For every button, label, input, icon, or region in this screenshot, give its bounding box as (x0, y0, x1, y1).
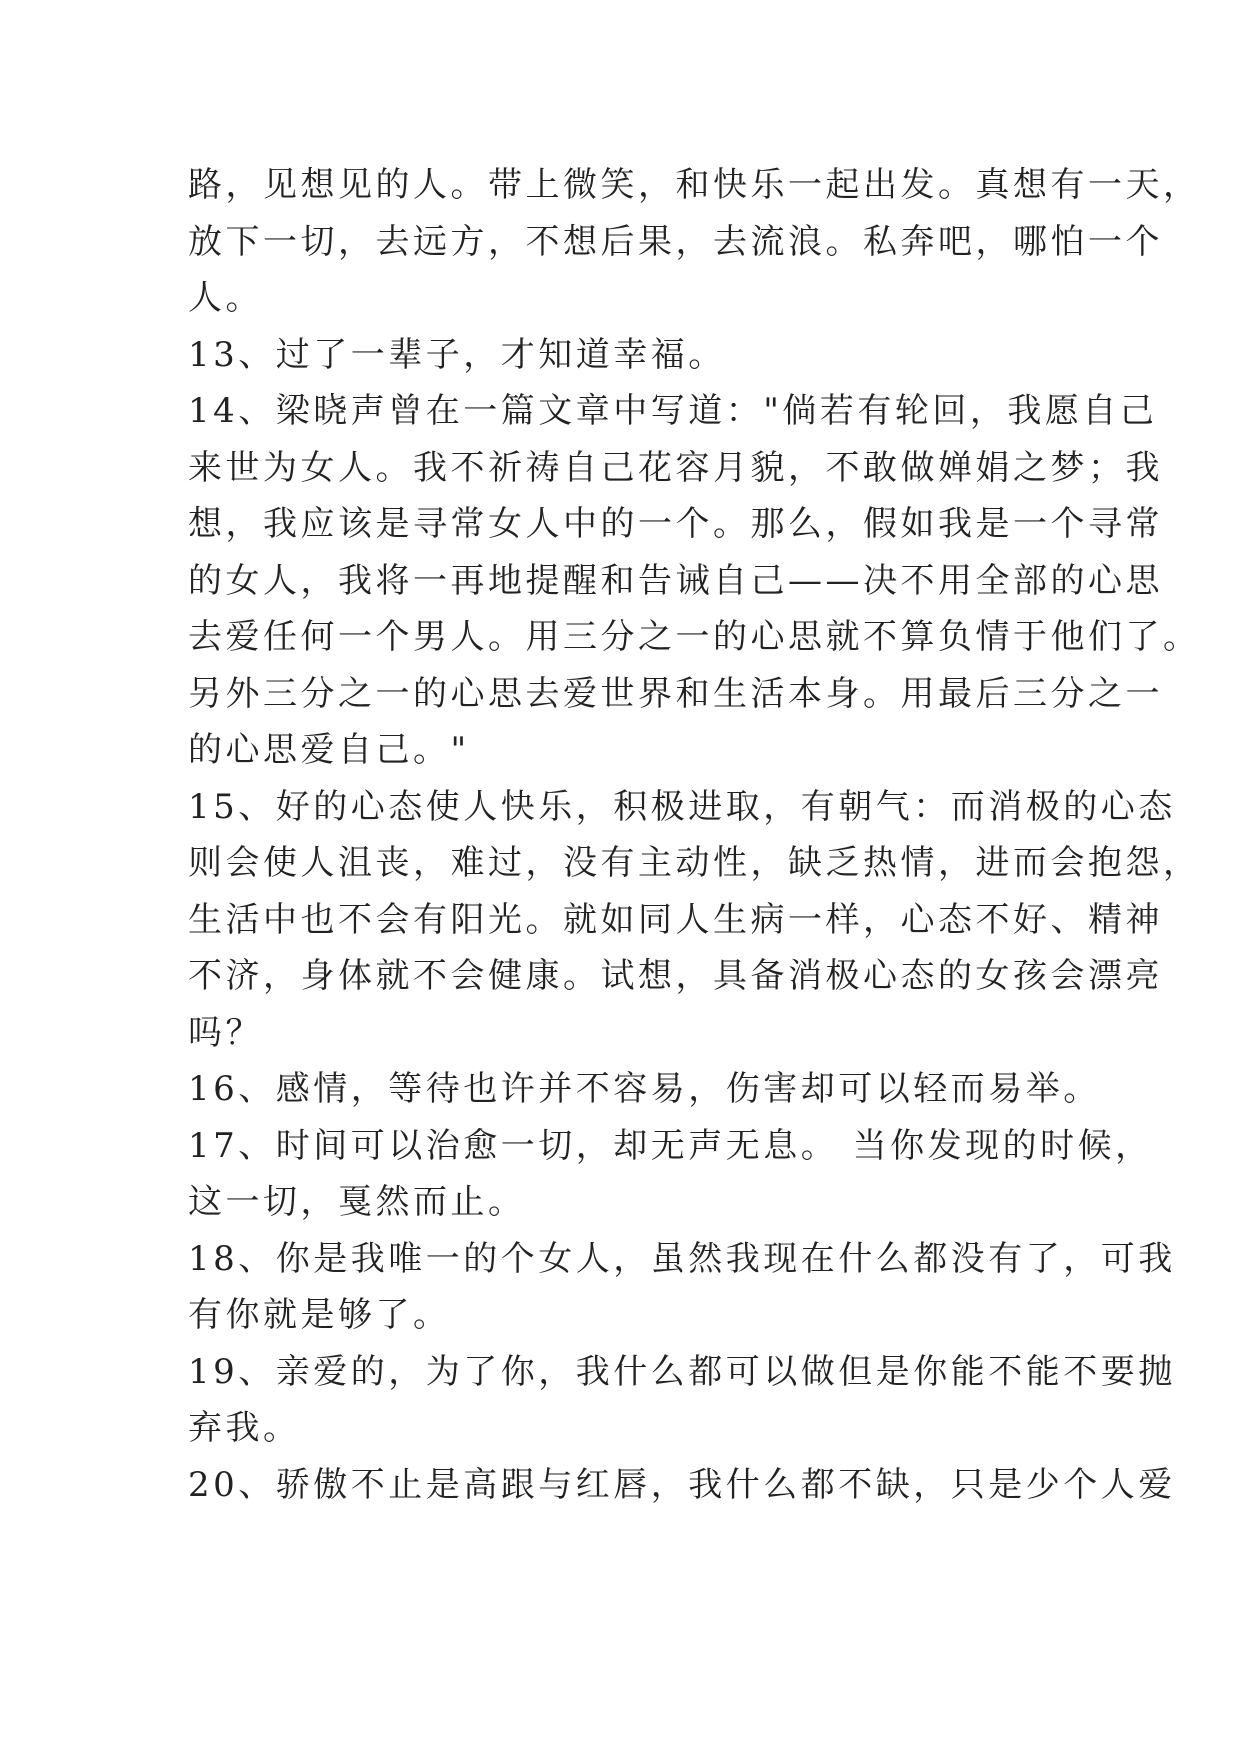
text-line: 则会使人沮丧，难过，没有主动性，缺乏热情，进而会抱怨， (188, 843, 1201, 883)
paragraph-18 (188, 1231, 1176, 1344)
text-line: 想，我应该是寻常女人中的一个。那么，假如我是一个寻常 (188, 504, 1163, 544)
paragraph-20 (188, 1457, 1176, 1514)
text-line: 13、过了一辈子，才知道幸福。 (188, 334, 726, 375)
text-line: 17、时间可以治愈一切，却无声无息。 当你发现的时候， (188, 1125, 1153, 1166)
text-line: 16、感情，等待也许并不容易，伤害却可以轻而易举。 (188, 1069, 1101, 1109)
text-line: 来世为女人。我不祈祷自己花容月貌，不敢做婵娟之梦；我 (188, 447, 1163, 488)
text-line: 不济，身体就不会健康。试想，具备消极心态的女孩会漂亮 (188, 956, 1163, 996)
text-line: 20、骄傲不止是高跟与红唇，我什么都不缺，只是少个人爱 (188, 1464, 1176, 1505)
paragraph-17 (188, 1118, 1153, 1231)
text-line: 19、亲爱的，为了你，我什么都可以做但是你能不能不要抛 (188, 1351, 1176, 1392)
text-line: 15、好的心态使人快乐，积极进取，有朝气：而消极的心态 (188, 786, 1176, 827)
paragraph-14 (188, 383, 1201, 779)
text-line: 另外三分之一的心思去爱世界和生活本身。用最后三分之一 (188, 673, 1163, 714)
text-line: 路，见想见的人。带上微笑，和快乐一起出发。真想有一天， (188, 165, 1201, 205)
text-line: 生活中也不会有阳光。就如同人生病一样，心态不好、精神 (188, 899, 1163, 940)
paragraph-15 (188, 779, 1201, 1062)
text-line: 吗？ (188, 1012, 263, 1053)
text-line: 弃我。 (188, 1408, 301, 1448)
text-line: 去爱任何一个男人。用三分之一的心思就不算负情于他们了。 (188, 617, 1201, 657)
text-line: 的女人，我将一再地提醒和告诫自己——决不用全部的心思 (188, 560, 1163, 601)
document-body (188, 157, 1201, 1513)
paragraph-13 (188, 327, 1054, 384)
text-line: 人。 (188, 278, 263, 318)
text-line: 18、你是我唯一的个女人，虽然我现在什么都没有了，可我 (188, 1238, 1176, 1279)
paragraph-12-continuation (188, 157, 1201, 327)
text-line: 放下一切，去远方，不想后果，去流浪。私奔吧，哪怕一个 (188, 221, 1163, 262)
paragraph-19 (188, 1344, 1176, 1457)
text-line: 14、梁晓声曾在一篇文章中写道："倘若有轮回，我愿自己 (188, 391, 1158, 431)
text-line: 的心思爱自己。" (188, 730, 470, 770)
text-line: 这一切，戛然而止。 (188, 1182, 526, 1222)
paragraph-16 (188, 1061, 1101, 1118)
text-line: 有你就是够了。 (188, 1295, 451, 1335)
